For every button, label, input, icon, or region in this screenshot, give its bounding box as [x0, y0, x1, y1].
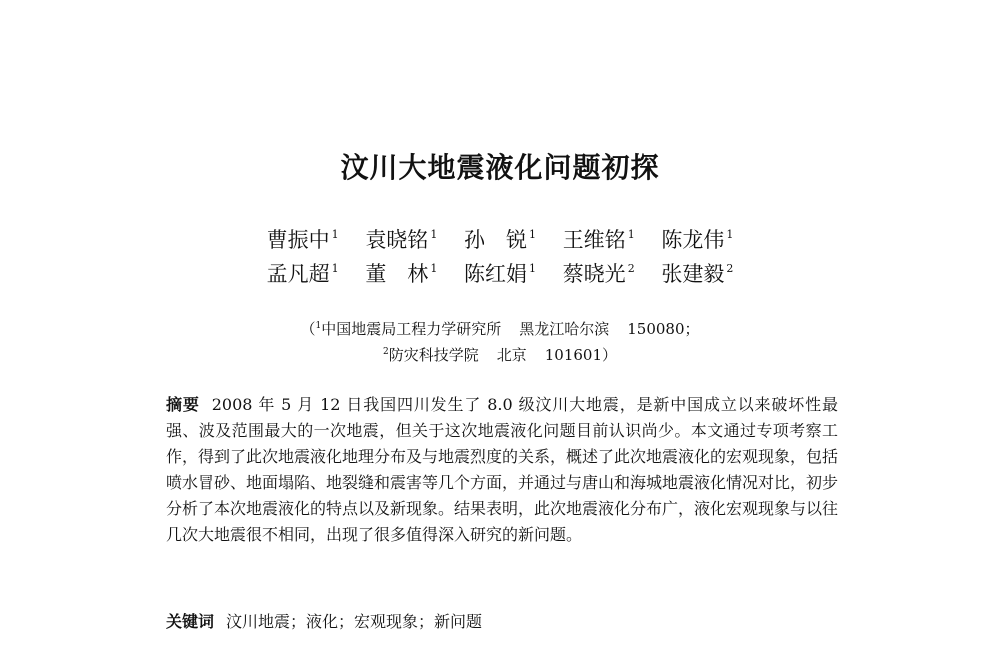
author-name: 陈红娟 [464, 262, 527, 286]
author-affiliation-mark: 1 [627, 228, 635, 241]
author-name: 孙 锐 [464, 228, 527, 252]
author [267, 224, 339, 254]
author-name: 曹振中 [266, 228, 330, 252]
affiliation-1 [0, 318, 1000, 339]
author [464, 224, 536, 254]
affiliation-place: 黑龙江哈尔滨 [519, 320, 610, 338]
keywords [166, 610, 838, 634]
author [464, 258, 536, 288]
author-affiliation-mark: 1 [529, 228, 536, 241]
author-affiliation-mark: 1 [430, 262, 438, 275]
paper-title: 汶川大地震液化问题初探 [340, 151, 660, 184]
author [365, 224, 437, 254]
author-name: 张建毅 [661, 262, 725, 286]
author-affiliation-mark: 1 [529, 262, 536, 275]
author [563, 224, 635, 254]
affiliation-postcode: 101601 [544, 346, 602, 364]
affiliation-close-paren: ） [602, 346, 618, 364]
affiliation-mark: 1 [315, 321, 322, 331]
author-name: 王维铭 [562, 228, 626, 252]
author-affiliation-mark: 1 [430, 228, 438, 241]
affiliation-open-paren: （ [300, 320, 316, 338]
author-name: 孟凡超 [266, 262, 330, 286]
author-affiliation-mark: 1 [726, 228, 734, 241]
affiliation-2 [0, 344, 1000, 365]
affiliation-place: 北京 [496, 346, 527, 364]
abstract-label: 摘要 [166, 395, 200, 414]
abstract [166, 392, 838, 548]
author-affiliation-mark: 2 [726, 262, 734, 275]
affiliation-postcode: 150080； [627, 320, 700, 338]
author-affiliation-mark: 1 [331, 262, 339, 275]
author [661, 224, 733, 254]
affiliation-mark: 2 [382, 347, 389, 357]
author-name: 袁晓铭 [365, 228, 429, 252]
keywords-text: 汶川地震；液化；宏观现象；新问题 [226, 612, 483, 631]
author-name: 董 林 [365, 262, 429, 286]
author-name: 陈龙伟 [661, 228, 725, 252]
abstract-text: 2008 年 5 月 12 日我国四川发生了 8.0 级汶川大地震，是新中国成立以来破坏性最强、波及范围最大的一次地震，但关于这次地震液化问题目前认识尚少。本文通过专项考察工作，得到了此次地震液化地理分布及与地震烈度的关系，概述了此次地震液化的宏观现象，包括喷水冒砂、地面塌陷、地裂缝和震害等几个方面，并通过与唐山和海城地震液化情况对比，初步分析了本次地震液化的特点以及新现象。结果表明，此次地震液化分布广，液化宏观现象与以往几次大地震很不相同，出现了很多值得深入研究的新问题。 [166, 395, 839, 544]
author [365, 258, 437, 288]
author-list-row-1 [0, 224, 1000, 254]
affiliation-org: 防灾科技学院 [388, 346, 479, 364]
author [563, 258, 635, 288]
author-list-row-2 [0, 258, 1000, 288]
author [661, 258, 733, 288]
author-affiliation-mark: 1 [331, 228, 339, 241]
author-affiliation-mark: 2 [627, 262, 635, 275]
affiliation-org: 中国地震局工程力学研究所 [321, 320, 502, 338]
author [267, 258, 339, 288]
author-name: 蔡晓光 [562, 262, 626, 286]
keywords-label: 关键词 [166, 612, 215, 631]
